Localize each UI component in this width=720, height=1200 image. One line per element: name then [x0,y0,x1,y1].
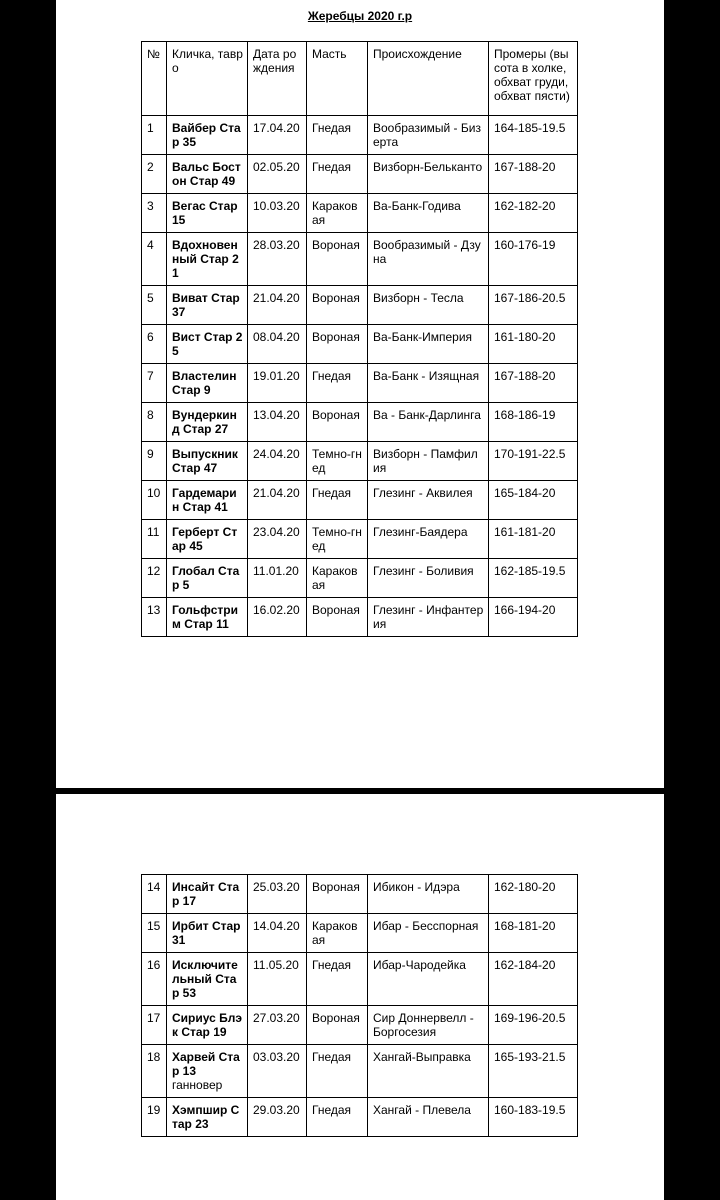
row-number: 18 [142,1045,167,1098]
row-birth-date: 02.05.20 [248,155,307,194]
row-name-cell [167,116,248,155]
table-row [142,194,578,233]
row-measurements: 161-181-20 [489,520,578,559]
row-measurements: 167-186-20.5 [489,286,578,325]
row-measurements: 168-186-19 [489,403,578,442]
row-origin: Ва-Банк-Годива [368,194,489,233]
row-origin: Глезинг - Аквилея [368,481,489,520]
row-name-cell [167,1045,248,1098]
table-row [142,914,578,953]
row-color: Гнедая [307,481,368,520]
row-color: Караковая [307,194,368,233]
row-birth-date: 27.03.20 [248,1006,307,1045]
row-origin: Хангай - Плевела [368,1098,489,1137]
horse-name: Исключительный Стар 53 [172,958,238,1000]
row-birth-date: 25.03.20 [248,875,307,914]
horse-name: Инсайт Стар 17 [172,880,240,908]
row-number: 12 [142,559,167,598]
row-birth-date: 11.05.20 [248,953,307,1006]
row-origin: Визборн - Тесла [368,286,489,325]
table-row [142,598,578,637]
table-row [142,442,578,481]
row-origin: Хангай-Выправка [368,1045,489,1098]
table-row [142,1098,578,1137]
row-origin: Глезинг-Баядера [368,520,489,559]
row-number: 8 [142,403,167,442]
row-name-cell [167,325,248,364]
row-measurements: 168-181-20 [489,914,578,953]
row-color: Гнедая [307,155,368,194]
row-name-cell [167,155,248,194]
horse-name: Вундеркинд Стар 27 [172,408,237,436]
row-origin: Вообразимый - Бизерта [368,116,489,155]
row-color: Вороная [307,325,368,364]
row-measurements: 162-180-20 [489,875,578,914]
row-origin: Ибар - Бесспорная [368,914,489,953]
row-origin: Ва-Банк-Империя [368,325,489,364]
row-measurements: 169-196-20.5 [489,1006,578,1045]
row-color: Вороная [307,403,368,442]
row-name-cell [167,598,248,637]
row-measurements: 162-185-19.5 [489,559,578,598]
row-number: 13 [142,598,167,637]
horse-name: Глобал Стар 5 [172,564,240,592]
header-measurements: Промеры (высота в холке, обхват груди, обхват пясти) [489,42,578,116]
table-row [142,520,578,559]
row-number: 4 [142,233,167,286]
row-name-cell [167,1098,248,1137]
row-origin: Визборн - Памфилия [368,442,489,481]
table-row [142,364,578,403]
row-number: 2 [142,155,167,194]
horse-name: Ирбит Стар 31 [172,919,241,947]
row-name-cell [167,520,248,559]
row-name-cell [167,1006,248,1045]
row-measurements: 160-176-19 [489,233,578,286]
row-measurements: 161-180-20 [489,325,578,364]
row-birth-date: 13.04.20 [248,403,307,442]
table-row [142,286,578,325]
row-number: 19 [142,1098,167,1137]
row-color: Караковая [307,559,368,598]
row-name-cell [167,194,248,233]
horse-name: Гардемарин Стар 41 [172,486,237,514]
horse-name: Вальс Бостон Стар 49 [172,160,241,188]
horse-name: Выпускник Стар 47 [172,447,238,475]
horse-name: Сириус Блэк Стар 19 [172,1011,243,1039]
row-color: Вороная [307,1006,368,1045]
row-birth-date: 24.04.20 [248,442,307,481]
table-header-row [142,42,578,116]
row-birth-date: 23.04.20 [248,520,307,559]
horse-name: Вист Стар 25 [172,330,243,358]
table-row [142,481,578,520]
row-number: 9 [142,442,167,481]
row-name-cell [167,364,248,403]
row-color: Вороная [307,875,368,914]
row-birth-date: 08.04.20 [248,325,307,364]
table-row [142,875,578,914]
row-color: Гнедая [307,953,368,1006]
header-number: № [142,42,167,116]
row-birth-date: 17.04.20 [248,116,307,155]
row-origin: Глезинг - Боливия [368,559,489,598]
horse-name: Вайбер Стар 35 [172,121,241,149]
row-birth-date: 29.03.20 [248,1098,307,1137]
horse-breed-note: ганновер [172,1078,223,1092]
row-color: Гнедая [307,116,368,155]
row-name-cell [167,286,248,325]
table-row [142,1006,578,1045]
row-birth-date: 16.02.20 [248,598,307,637]
row-measurements: 167-188-20 [489,155,578,194]
row-color: Гнедая [307,364,368,403]
horse-name: Хэмпшир Стар 23 [172,1103,240,1131]
document-page-2 [56,794,664,1200]
row-name-cell [167,875,248,914]
row-color: Караковая [307,914,368,953]
row-number: 6 [142,325,167,364]
row-birth-date: 28.03.20 [248,233,307,286]
row-birth-date: 21.04.20 [248,286,307,325]
row-birth-date: 14.04.20 [248,914,307,953]
row-origin: Ибикон - Идэра [368,875,489,914]
row-number: 3 [142,194,167,233]
row-name-cell [167,442,248,481]
row-measurements: 165-184-20 [489,481,578,520]
row-color: Темно-гнед [307,520,368,559]
row-name-cell [167,233,248,286]
horses-table-page-2 [141,874,578,1137]
header-name: Кличка, тавро [167,42,248,116]
table-row [142,559,578,598]
row-origin: Ибар-Чародейка [368,953,489,1006]
table-row [142,155,578,194]
header-birth-date: Дата рождения [248,42,307,116]
row-birth-date: 10.03.20 [248,194,307,233]
row-origin: Ва-Банк - Изящная [368,364,489,403]
table-row [142,403,578,442]
row-birth-date: 19.01.20 [248,364,307,403]
document-page-1 [56,0,664,788]
row-measurements: 166-194-20 [489,598,578,637]
horse-name: Вдохновенный Стар 21 [172,238,239,280]
horse-name: Герберт Стар 45 [172,525,238,553]
row-birth-date: 11.01.20 [248,559,307,598]
row-number: 16 [142,953,167,1006]
row-origin: Сир Доннервелл - Боргосезия [368,1006,489,1045]
row-number: 14 [142,875,167,914]
row-color: Вороная [307,598,368,637]
table-row [142,1045,578,1098]
row-birth-date: 21.04.20 [248,481,307,520]
row-color: Гнедая [307,1045,368,1098]
row-color: Вороная [307,233,368,286]
row-measurements: 170-191-22.5 [489,442,578,481]
horse-name: Виват Стар 37 [172,291,240,319]
row-measurements: 165-193-21.5 [489,1045,578,1098]
row-origin: Ва - Банк-Дарлинга [368,403,489,442]
horses-table-page-1 [141,41,578,637]
row-measurements: 167-188-20 [489,364,578,403]
header-color: Масть [307,42,368,116]
table-row [142,953,578,1006]
row-number: 11 [142,520,167,559]
row-origin: Визборн-Бельканто [368,155,489,194]
row-number: 7 [142,364,167,403]
row-number: 15 [142,914,167,953]
header-origin: Происхождение [368,42,489,116]
horse-name: Властелин Стар 9 [172,369,237,397]
horse-name: Вегас Стар 15 [172,199,238,227]
row-origin: Глезинг - Инфантерия [368,598,489,637]
table-row [142,233,578,286]
horse-name: Гольфстрим Стар 11 [172,603,238,631]
row-birth-date: 03.03.20 [248,1045,307,1098]
table-row [142,325,578,364]
row-measurements: 164-185-19.5 [489,116,578,155]
row-name-cell [167,403,248,442]
row-color: Вороная [307,286,368,325]
row-number: 1 [142,116,167,155]
table-row [142,116,578,155]
row-name-cell [167,481,248,520]
row-measurements: 162-184-20 [489,953,578,1006]
row-number: 17 [142,1006,167,1045]
document-title: Жеребцы 2020 г.р [307,9,413,23]
row-measurements: 162-182-20 [489,194,578,233]
row-number: 10 [142,481,167,520]
row-name-cell [167,953,248,1006]
row-number: 5 [142,286,167,325]
row-name-cell [167,559,248,598]
horse-name: Харвей Стар 13 [172,1050,240,1078]
row-color: Гнедая [307,1098,368,1137]
row-origin: Вообразимый - Дзуна [368,233,489,286]
row-measurements: 160-183-19.5 [489,1098,578,1137]
row-name-cell [167,914,248,953]
row-color: Темно-гнед [307,442,368,481]
